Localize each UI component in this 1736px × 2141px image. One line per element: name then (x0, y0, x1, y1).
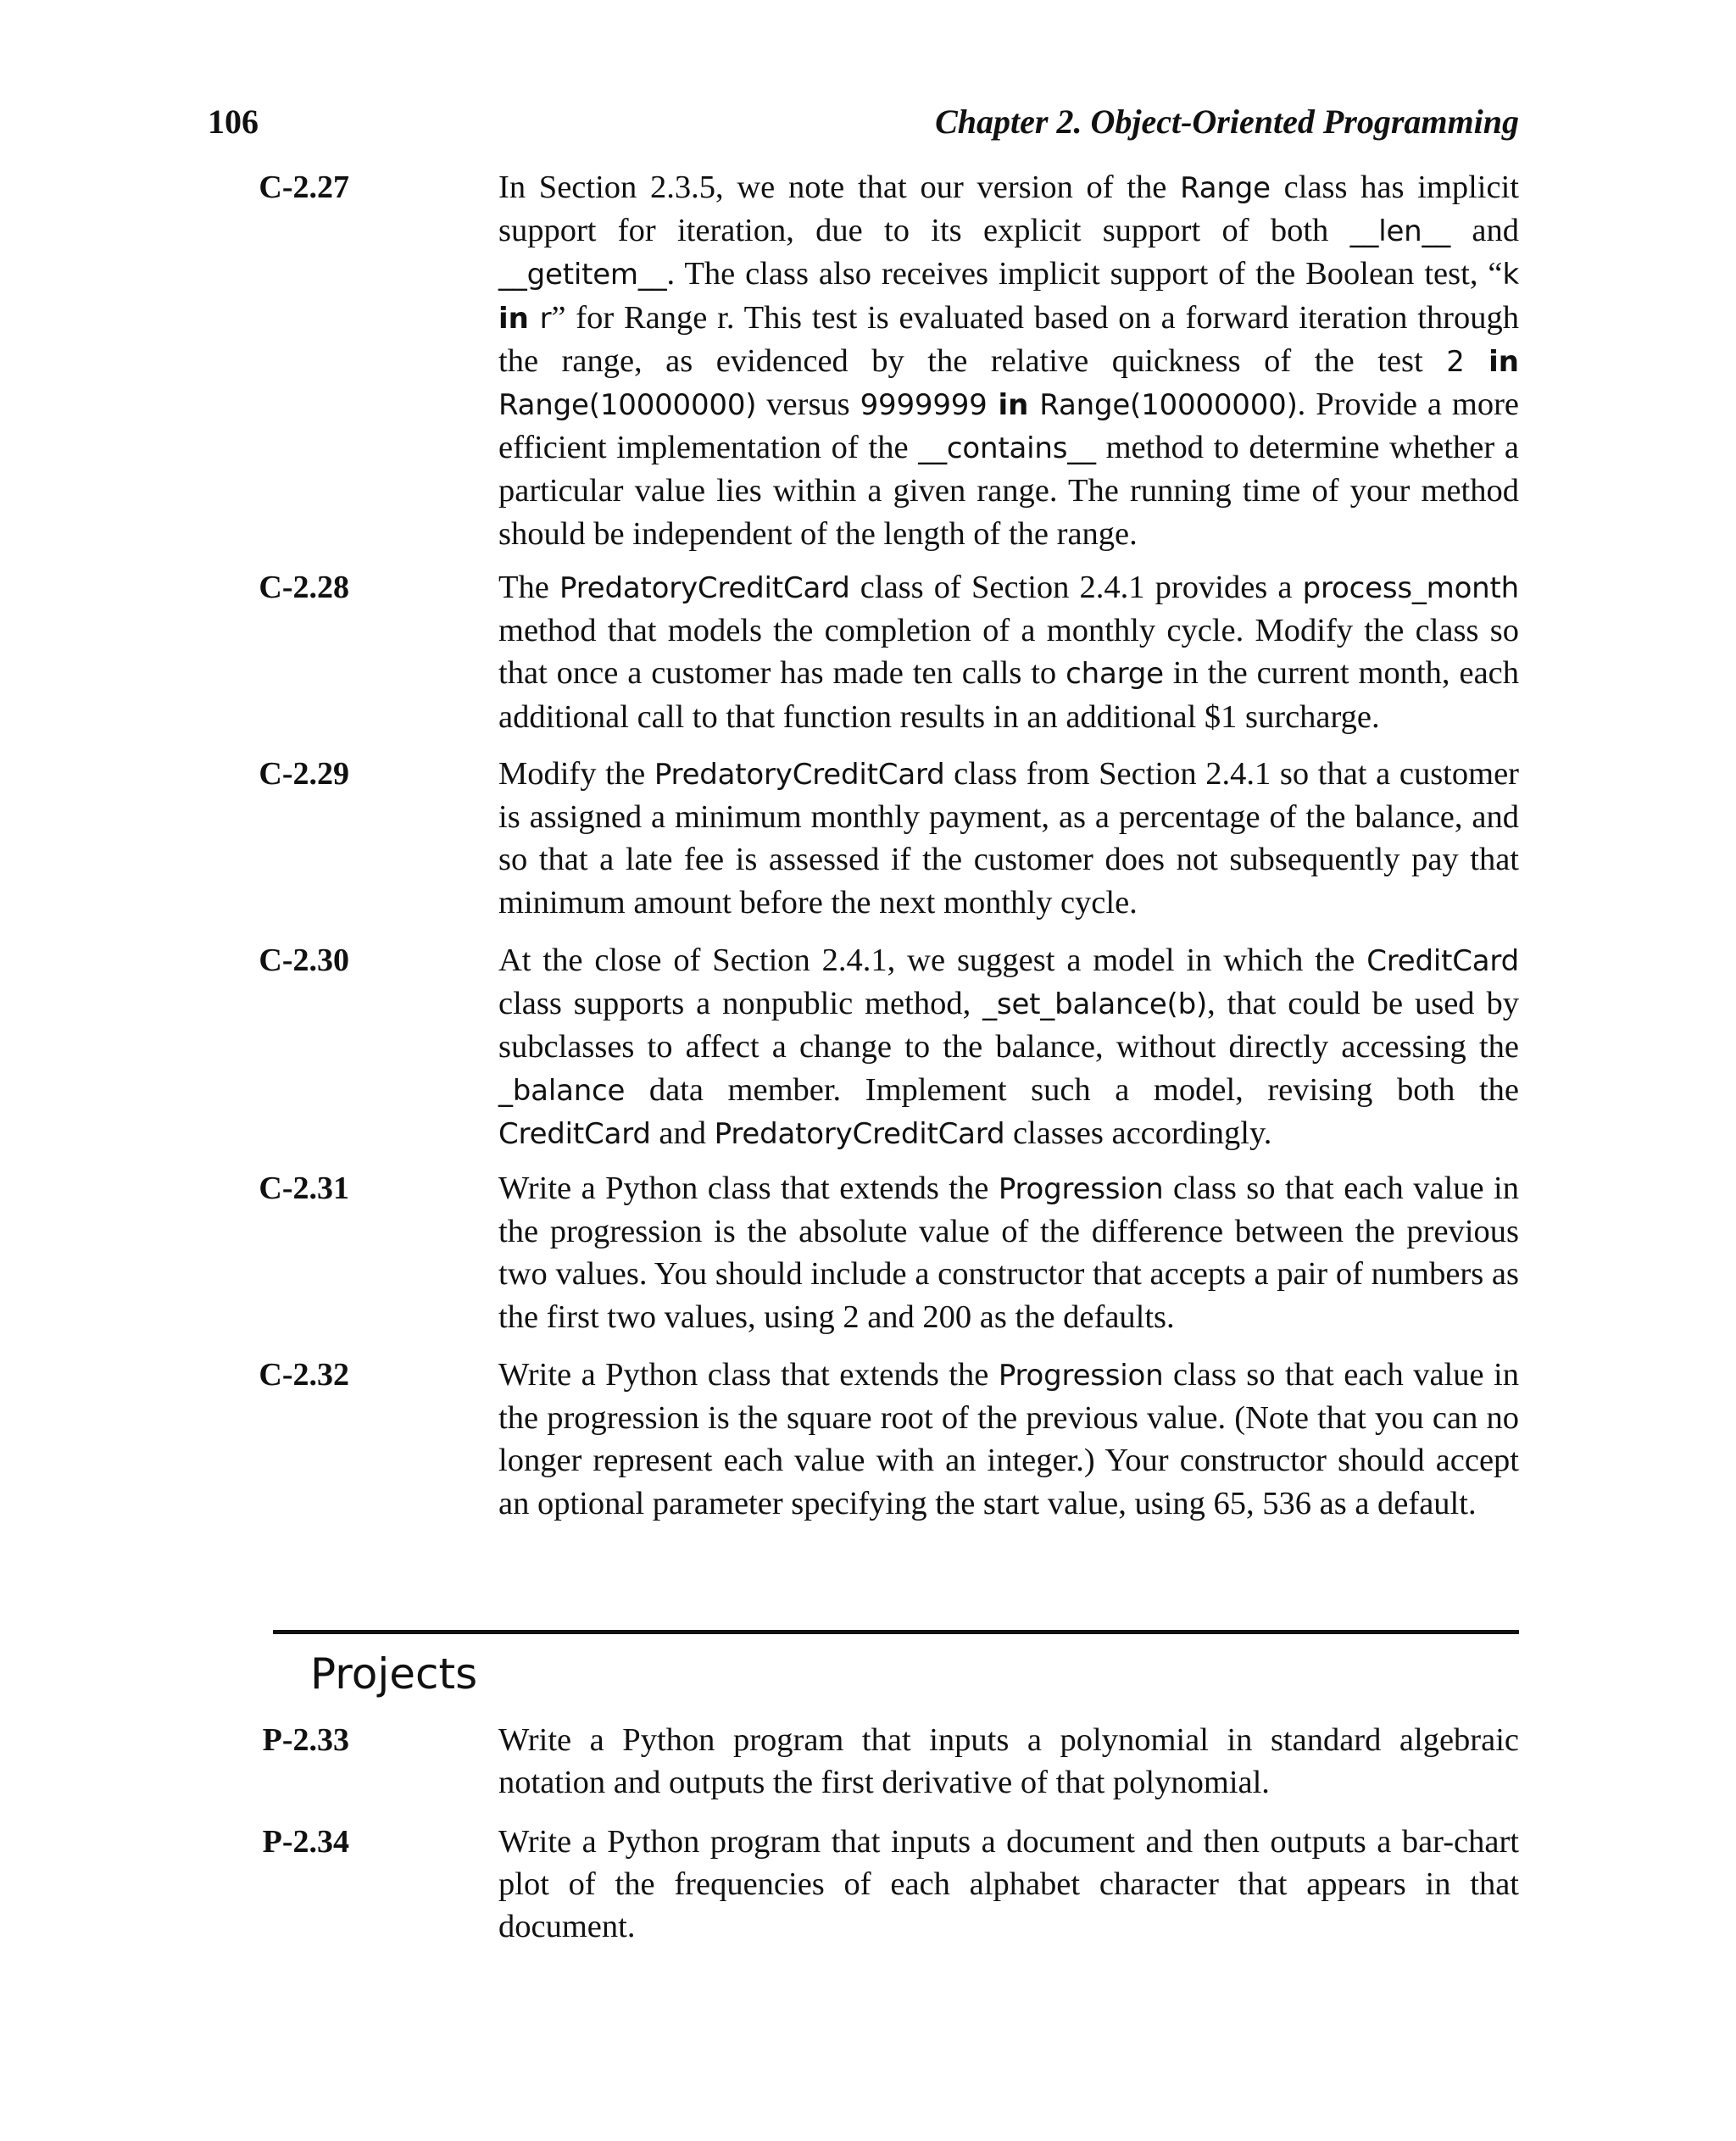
text-run: Write a Python program that inputs a polynomial in standard algebraic notation and outputs the first derivative of that polynomial. (498, 1722, 1519, 1801)
text-run: class of Section 2.4.1 provides a (849, 570, 1303, 605)
exercise-text (498, 939, 1519, 1155)
text-run: data member. Implement such a model, revising both the (625, 1071, 1519, 1108)
code-term: 2 (1446, 344, 1489, 379)
project-p-2-33 (262, 1719, 1519, 1804)
code-term: CreditCard (1366, 944, 1519, 978)
code-term: Range(10000000) (498, 388, 757, 423)
exercise-c-2-29 (259, 753, 1519, 924)
text-run: Write a Python class that extends the (498, 1357, 999, 1393)
text-run: method that models the completion of a monthly cycle. Modify the class so that once a customer has made ten calls to (498, 613, 1519, 692)
code-term: _balance (498, 1073, 626, 1108)
exercise-label: C-2.32 (259, 1357, 349, 1393)
code-term: process_month (1302, 571, 1519, 605)
text-run: class so that each value in the progression is the square root of the previous value. (Note that you can no longer represent each value with an integer.) Your constructor should accept an optional parameter specifying the start value, using 65, 536 as a default. (498, 1357, 1519, 1521)
exercise-text (498, 566, 1519, 738)
code-term: in (498, 301, 529, 336)
code-term: Range(10000000) (1028, 388, 1298, 423)
project-p-2-34 (262, 1821, 1519, 1949)
text-run: and (1450, 213, 1519, 249)
project-text (498, 1719, 1519, 1804)
text-run: class has implicit support for iteration, due to its explicit support of both (498, 170, 1519, 249)
exercise-c-2-28 (259, 566, 1519, 738)
exercise-label: C-2.28 (259, 570, 349, 605)
page-header (208, 92, 1519, 153)
projects-heading: Projects (310, 1649, 478, 1699)
code-term: Progression (998, 1172, 1164, 1206)
code-term: PredatoryCreditCard (559, 571, 850, 605)
text-run: The (498, 570, 559, 605)
exercise-c-2-30 (259, 939, 1519, 1155)
code-term: Range (1180, 171, 1271, 205)
code-term: in (998, 388, 1029, 423)
project-label: P-2.34 (262, 1824, 349, 1860)
text-run: In Section 2.3.5, we note that our version of the (498, 170, 1181, 205)
projects-section-rule (273, 1630, 1519, 1634)
text-run: , that could be used by subclasses to affect a change to the balance, without directly accessing the (498, 986, 1519, 1065)
exercise-text (498, 1167, 1519, 1338)
text-run: . The class also receives implicit support of the Boolean test, “ (666, 256, 1503, 292)
text-run: . Provide a more efficient implementation of the (498, 386, 1520, 466)
code-term: in (1488, 344, 1519, 379)
code-term: k (1502, 258, 1519, 292)
exercise-label: C-2.30 (259, 943, 349, 978)
code-term: __contains__ (918, 431, 1096, 466)
project-label: P-2.33 (262, 1722, 349, 1758)
code-term: _set_balance(b) (982, 987, 1208, 1022)
text-run: At the close of Section 2.4.1, we suggest a model in which the (498, 943, 1367, 978)
chapter-title: Chapter 2. Object-Oriented Programming (935, 103, 1519, 141)
project-text (498, 1821, 1519, 1949)
exercise-text (498, 166, 1519, 555)
code-term: charge (1066, 657, 1164, 692)
code-term: 9999999 (860, 388, 999, 423)
code-term: r (528, 301, 552, 336)
text-run: and (650, 1115, 715, 1151)
text-run: class supports a nonpublic method, (498, 986, 983, 1022)
exercise-label: C-2.31 (259, 1171, 349, 1206)
text-run: method to determine whether a particular value lies within a given range. The running time of your method should be independent of the length of the range. (498, 430, 1519, 552)
text-run: classes accordingly. (1004, 1115, 1272, 1151)
exercise-c-2-32 (259, 1354, 1519, 1525)
code-term: PredatoryCreditCard (654, 758, 945, 792)
exercise-label: C-2.29 (259, 756, 349, 792)
exercise-c-2-27 (259, 166, 1520, 555)
exercise-label: C-2.27 (259, 170, 349, 205)
page-number: 106 (208, 103, 259, 141)
code-term: Progression (998, 1359, 1164, 1393)
text-run: Write a Python program that inputs a document and then outputs a bar-chart plot of the frequencies of each alphabet character that appears in that document. (498, 1824, 1519, 1945)
exercise-text (498, 1354, 1519, 1525)
code-term: CreditCard (498, 1116, 651, 1151)
text-run: class from Section 2.4.1 so that a customer is assigned a minimum monthly payment, as a percentage of the balance, and so that a late fee is assessed if the customer does not subsequently pay that minimum amount before the next monthly cycle. (498, 756, 1519, 920)
text-run: versus (756, 386, 860, 423)
text-run: in the current month, each additional call to that function results in an additional $1 surcharge. (498, 655, 1519, 735)
exercise-text (498, 753, 1519, 924)
code-term: __getitem__ (498, 258, 667, 292)
text-run: ” for Range r. This test is evaluated based on a forward iteration through the range, as evidenced by the relative quickness of the test (498, 299, 1519, 379)
text-run: class so that each value in the progression is the absolute value of the difference between the previous two values. You should include a constructor that accepts a pair of numbers as the first two values, using 2 and 200 as the defaults. (498, 1171, 1519, 1335)
text-run: Write a Python class that extends the (498, 1171, 999, 1206)
code-term: PredatoryCreditCard (714, 1116, 1005, 1151)
code-term: __len__ (1349, 214, 1451, 249)
exercise-c-2-31 (259, 1167, 1519, 1338)
text-run: Modify the (498, 756, 654, 792)
